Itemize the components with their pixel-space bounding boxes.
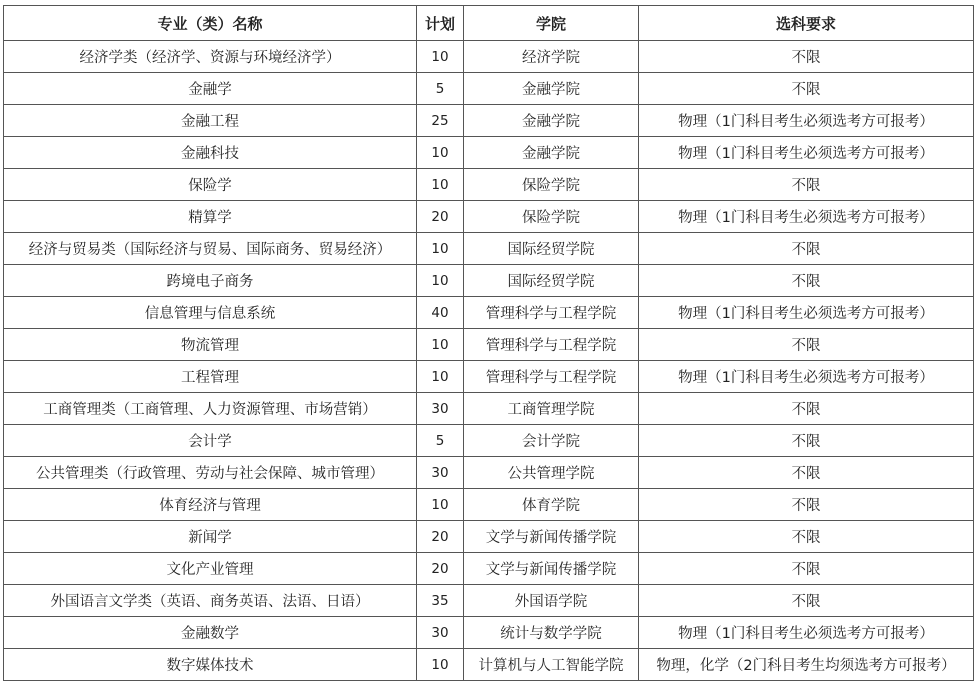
- college-cell: 经济学院: [464, 41, 639, 73]
- header-subject-requirement: 选科要求: [639, 6, 974, 41]
- subject-requirement-cell: 不限: [639, 489, 974, 521]
- college-cell: 金融学院: [464, 105, 639, 137]
- major-name-cell: 会计学: [4, 425, 417, 457]
- major-name-cell: 物流管理: [4, 329, 417, 361]
- college-cell: 保险学院: [464, 201, 639, 233]
- plan-cell: 10: [417, 361, 464, 393]
- plan-cell: 10: [417, 265, 464, 297]
- subject-requirement-cell: 不限: [639, 425, 974, 457]
- college-cell: 计算机与人工智能学院: [464, 649, 639, 681]
- enrollment-table: [3, 5, 974, 681]
- table-row: [4, 649, 974, 681]
- table-row: [4, 137, 974, 169]
- plan-cell: 10: [417, 137, 464, 169]
- college-cell: 文学与新闻传播学院: [464, 521, 639, 553]
- major-name-cell: 公共管理类（行政管理、劳动与社会保障、城市管理）: [4, 457, 417, 489]
- subject-requirement-cell: 不限: [639, 521, 974, 553]
- header-plan: 计划: [417, 6, 464, 41]
- plan-cell: 20: [417, 553, 464, 585]
- college-cell: 管理科学与工程学院: [464, 361, 639, 393]
- plan-cell: 35: [417, 585, 464, 617]
- major-name-cell: 精算学: [4, 201, 417, 233]
- subject-requirement-cell: 物理（1门科目考生必须选考方可报考）: [639, 361, 974, 393]
- subject-requirement-cell: 不限: [639, 329, 974, 361]
- college-cell: 文学与新闻传播学院: [464, 553, 639, 585]
- subject-requirement-cell: 物理（1门科目考生必须选考方可报考）: [639, 137, 974, 169]
- major-name-cell: 新闻学: [4, 521, 417, 553]
- table-row: [4, 265, 974, 297]
- table-header: [4, 6, 974, 41]
- plan-cell: 10: [417, 329, 464, 361]
- table-row: [4, 617, 974, 649]
- subject-requirement-cell: 物理，化学（2门科目考生均须选考方可报考）: [639, 649, 974, 681]
- college-cell: 公共管理学院: [464, 457, 639, 489]
- subject-requirement-cell: 物理（1门科目考生必须选考方可报考）: [639, 105, 974, 137]
- subject-requirement-cell: 不限: [639, 169, 974, 201]
- plan-cell: 10: [417, 169, 464, 201]
- header-row: [4, 6, 974, 41]
- table-row: [4, 169, 974, 201]
- plan-cell: 10: [417, 41, 464, 73]
- major-name-cell: 金融学: [4, 73, 417, 105]
- college-cell: 保险学院: [464, 169, 639, 201]
- college-cell: 国际经贸学院: [464, 233, 639, 265]
- major-name-cell: 体育经济与管理: [4, 489, 417, 521]
- subject-requirement-cell: 不限: [639, 585, 974, 617]
- plan-cell: 30: [417, 393, 464, 425]
- major-name-cell: 经济与贸易类（国际经济与贸易、国际商务、贸易经济）: [4, 233, 417, 265]
- major-name-cell: 工程管理: [4, 361, 417, 393]
- major-name-cell: 文化产业管理: [4, 553, 417, 585]
- subject-requirement-cell: 不限: [639, 233, 974, 265]
- subject-requirement-cell: 不限: [639, 73, 974, 105]
- plan-cell: 25: [417, 105, 464, 137]
- college-cell: 工商管理学院: [464, 393, 639, 425]
- college-cell: 会计学院: [464, 425, 639, 457]
- plan-cell: 40: [417, 297, 464, 329]
- table-row: [4, 297, 974, 329]
- plan-cell: 5: [417, 73, 464, 105]
- college-cell: 金融学院: [464, 137, 639, 169]
- subject-requirement-cell: 不限: [639, 553, 974, 585]
- college-cell: 外国语学院: [464, 585, 639, 617]
- plan-cell: 30: [417, 457, 464, 489]
- subject-requirement-cell: 不限: [639, 265, 974, 297]
- table-row: [4, 233, 974, 265]
- subject-requirement-cell: 物理（1门科目考生必须选考方可报考）: [639, 201, 974, 233]
- table-row: [4, 73, 974, 105]
- subject-requirement-cell: 不限: [639, 457, 974, 489]
- table-row: [4, 489, 974, 521]
- college-cell: 国际经贸学院: [464, 265, 639, 297]
- plan-cell: 30: [417, 617, 464, 649]
- plan-cell: 20: [417, 521, 464, 553]
- table-row: [4, 457, 974, 489]
- major-name-cell: 工商管理类（工商管理、人力资源管理、市场营销）: [4, 393, 417, 425]
- header-college: 学院: [464, 6, 639, 41]
- college-cell: 统计与数学学院: [464, 617, 639, 649]
- table-row: [4, 41, 974, 73]
- college-cell: 金融学院: [464, 73, 639, 105]
- major-name-cell: 跨境电子商务: [4, 265, 417, 297]
- major-name-cell: 外国语言文学类（英语、商务英语、法语、日语）: [4, 585, 417, 617]
- subject-requirement-cell: 物理（1门科目考生必须选考方可报考）: [639, 617, 974, 649]
- table-row: [4, 201, 974, 233]
- major-name-cell: 信息管理与信息系统: [4, 297, 417, 329]
- major-name-cell: 经济学类（经济学、资源与环境经济学）: [4, 41, 417, 73]
- header-major-name: 专业（类）名称: [4, 6, 417, 41]
- plan-cell: 20: [417, 201, 464, 233]
- major-name-cell: 数字媒体技术: [4, 649, 417, 681]
- table-row: [4, 521, 974, 553]
- college-cell: 体育学院: [464, 489, 639, 521]
- major-name-cell: 金融数学: [4, 617, 417, 649]
- college-cell: 管理科学与工程学院: [464, 329, 639, 361]
- major-name-cell: 保险学: [4, 169, 417, 201]
- table-row: [4, 393, 974, 425]
- table-row: [4, 329, 974, 361]
- table-row: [4, 361, 974, 393]
- subject-requirement-cell: 不限: [639, 393, 974, 425]
- college-cell: 管理科学与工程学院: [464, 297, 639, 329]
- plan-cell: 5: [417, 425, 464, 457]
- major-name-cell: 金融工程: [4, 105, 417, 137]
- major-name-cell: 金融科技: [4, 137, 417, 169]
- table-row: [4, 425, 974, 457]
- plan-cell: 10: [417, 489, 464, 521]
- plan-cell: 10: [417, 233, 464, 265]
- table-row: [4, 585, 974, 617]
- table-body: [4, 41, 974, 681]
- subject-requirement-cell: 不限: [639, 41, 974, 73]
- table-row: [4, 553, 974, 585]
- table-row: [4, 105, 974, 137]
- plan-cell: 10: [417, 649, 464, 681]
- subject-requirement-cell: 物理（1门科目考生必须选考方可报考）: [639, 297, 974, 329]
